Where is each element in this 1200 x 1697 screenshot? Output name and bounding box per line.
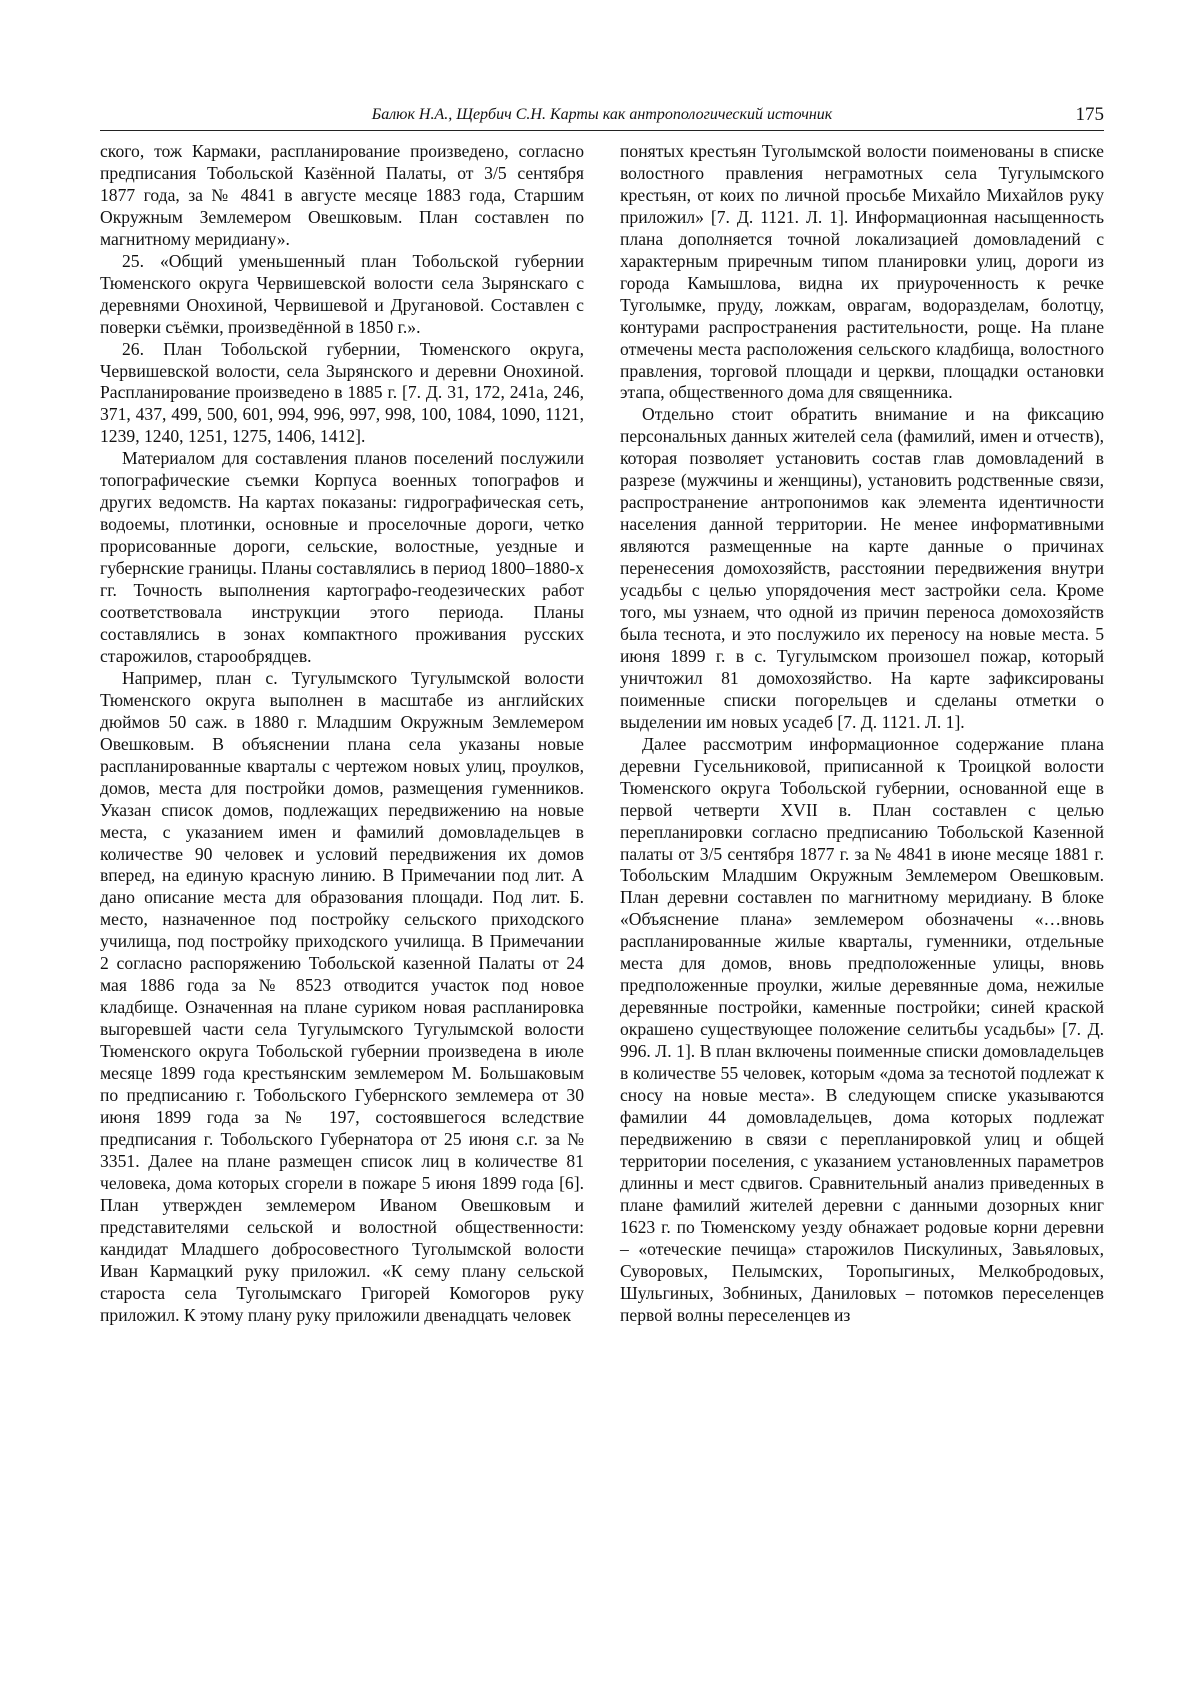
page-number: 175 xyxy=(1075,104,1104,125)
paragraph: Например, план с. Тугулымского Тугулымской волости Тюменского округа выполнен в масштабе из английских дюймов 50 саж. в 1880 г. Младшим Окружным Землемером Овешковым. В объяснении плана села указаны новые распланированные кварталы с чертежом новых улиц, проулков, домов, места для постройки домов, размещения гуменников. Указан список домов, подлежащих передвижению на новые места, с указанием имен и фамилий домовладельцев в количестве 90 человек и условий передвижения их домов вперед, на единую красную линию. В Примечании под лит. А дано описание места для образования площади. Под лит. Б. место, назначенное под постройку сельского приходского училища, под постройку приходского училища. В Примечании 2 согласно распоряжению Тобольской казенной Палаты от 24 мая 1886 года за № 8523 отводится участок под новое кладбище. Означенная на плане суриком новая распланировка выгоревшей части села Тугулымского Тугулымской волости Тюменского округа Тобольской губернии произведена в июле месяце 1899 года крестьянским землемером М. Большаковым по предписанию г. Тобольского Губернского землемера от 30 июня 1899 года за № 197, состоявшегося вследствие предписания г. Тобольского Губернатора от 25 июня с.г. за № 3351. Далее на плане размещен список лиц в количестве 81 человека, дома которых сгорели в пожаре 5 июня 1899 года [6]. План утвержден землемером Иваном Овешковым и представителями сельской и волостной общественности: кандидат Младшего добросовестного Туголымской волости Иван Кармацкий руку приложил. «К сему плану сельской староста села Туголымскаго Григорей Комогоров руку приложил. К этому плану руку приложили двенадцать человек xyxy=(100,667,584,1325)
paragraph: 26. План Тобольской губернии, Тюменского округа, Червишевской волости, села Зырянского и деревни Онохиной. Распланирование произведено в 1885 г. [7. Д. 31, 172, 241а, 246, 371, 437, 499, 500, 601, 994, 996, 997, 998, 100, 1084, 1090, 1121, 1239, 1240, 1251, 1275, 1406, 1412]. xyxy=(100,338,584,447)
running-title: Балюк Н.А., Щербич С.Н. Карты как антропологический источник xyxy=(371,106,833,123)
paragraph: понятых крестьян Туголымской волости поименованы в списке волостного правления неграмотных села Тугулымского крестьян, от коих по личной просьбе Михайло Михайлов руку приложил» [7. Д. 1121. Л. 1]. Информационная насыщенность плана дополняется точной локализацией домовладений с характерным приречным типом планировки улиц, дороги из города Камышлова, видна их приуроченность к речке Туголымке, пруду, ложкам, оврагам, водоразделам, болотцу, контурами распространения растительности, роще. На плане отмечены места расположения сельского кладбища, волостного правления, торговой площади и церкви, площадки остановки этапа, общественного дома для священника. xyxy=(620,141,1104,403)
paragraph: Материалом для составления планов поселений послужили топографические съемки Корпуса военных топографов и других ведомств. На картах показаны: гидрографическая сеть, водоемы, плотинки, основные и проселочные дороги, четко прорисованные дороги, сельские, волостные, уездные и губернские границы. Планы составлялись в период 1800–1880-х гг. Точность выполнения картографо-геодезических работ соответствовала инструкции этого периода. Планы составлялись в зонах компактного проживания русских старожилов, старообрядцев. xyxy=(100,448,584,666)
left-column xyxy=(100,141,584,1326)
paragraph: ского, тож Кармаки, распланирование произведено, согласно предписания Тобольской Казённой Палаты, от 3/5 сентября 1877 года, за № 4841 в августе месяце 1883 года, Старшим Окружным Землемером Овешковым. План составлен по магнитному меридиану». xyxy=(100,141,584,249)
paragraph: Далее рассмотрим информационное содержание плана деревни Гусельниковой, приписанной к Троицкой волости Тюменского округа Тобольской губернии, основанной еще в первой четверти XVII в. План составлен с целью перепланировки согласно предписанию Тобольской Казенной палаты от 3/5 сентября 1877 г. за № 4841 в июне месяце 1881 г. Тобольским Младшим Окружным Землемером Овешковым. План деревни составлен по магнитному меридиану. В блоке «Объяснение плана» землемером обозначены «…вновь распланированные жилые кварталы, гуменники, отдельные места для домов, вновь предположенные улицы, вновь предположенные проулки, жилые деревянные дома, нежилые деревянные постройки, каменные постройки; синей краской окрашено существующее положение селитьбы усадьбы» [7. Д. 996. Л. 1]. В план включены поименные списки домовладельцев в количестве 55 человек, которым «дома за теснотой подлежат к сносу на новые места». В следующем списке указываются фамилии 44 домовладельцев, дома которых подлежат передвижению в связи с перепланировкой улиц и общей территории поселения, с указанием установленных параметров длинны и мест сдвигов. Сравнительный анализ приведенных в плане фамилий жителей деревни с данными дозорных книг 1623 г. по Тюменскому уезду обнажает родовые корни деревни – «отеческие печища» старожилов Пискулиных, Завьяловых, Суворовых, Пелымских, Торопыгиных, Мелкобродовых, Шульгиных, Зобниных, Даниловых – потомков переселенцев первой волны переселенцев из xyxy=(620,733,1104,1325)
right-column xyxy=(620,141,1104,1326)
paragraph: Отдельно стоит обратить внимание и на фиксацию персональных данных жителей села (фамилий, имен и отчеств), которая позволяет установить состав глав домовладений в разрезе (мужчины и женщины), установить родственные связи, распространение антропонимов как элемента идентичности населения данной территории. Не менее информативными являются размещенные на карте данные о причинах перенесения домохозяйств, расстоянии передвижения внутри усадьбы с целью упорядочения мест застройки села. Кроме того, мы узнаем, что одной из причин переноса домохозяйств была теснота, и это послужило их переносу на новые места. 5 июня 1899 г. в с. Тугулымском произошел пожар, который уничтожил 81 домохозяйство. На карте зафиксированы поименные списки погорельцев и сделаны отметки о выделении им новых усадеб [7. Д. 1121. Л. 1]. xyxy=(620,404,1104,732)
paragraph: 25. «Общий уменьшенный план Тобольской губернии Тюменского округа Червишевской волости села Зырянскаго с деревнями Онохиной, Червишевой и Другановой. Составлен с поверки съёмки, произведённой в 1850 г.». xyxy=(100,250,584,337)
running-header xyxy=(100,100,1104,131)
